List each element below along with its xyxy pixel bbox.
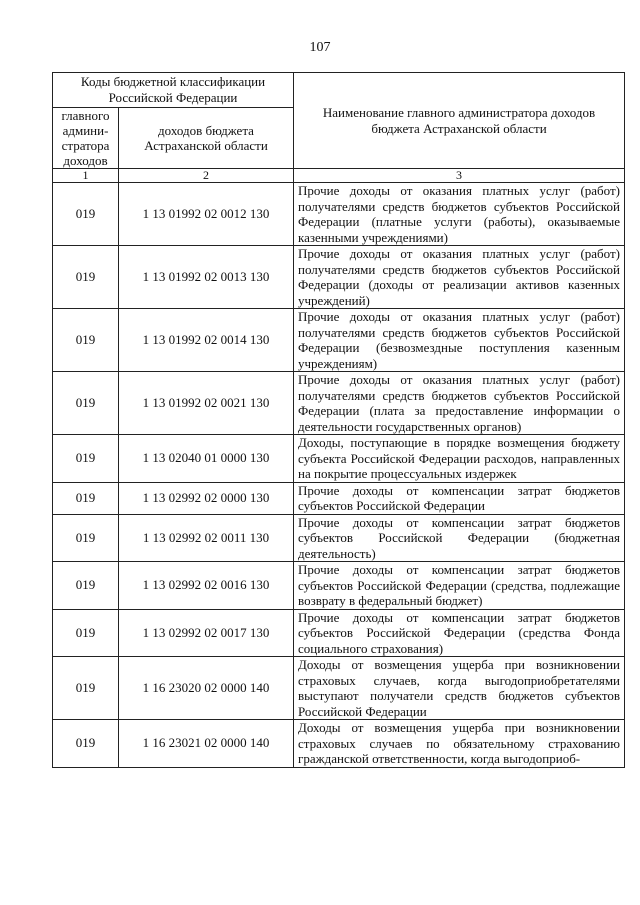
income-name-cell: Прочие доходы от компенсации затрат бюджетов субъектов Российской Федерации (средства, подлежащие возврату в федеральный бюджет) — [294, 562, 625, 610]
income-name-cell: Доходы от возмещения ущерба при возникновении страховых случаев по обязательному страхованию гражданской ответственности, когда выгодоприоб- — [294, 720, 625, 768]
income-name-cell: Прочие доходы от оказания платных услуг (работ) получателями средств бюджетов субъектов Российской Федерации (безвозмездные поступления казенным учреждениям) — [294, 309, 625, 372]
column-number-2: 2 — [119, 169, 294, 183]
income-code-cell: 1 13 01992 02 0012 130 — [119, 183, 294, 246]
table-row — [53, 183, 625, 246]
income-name-cell: Прочие доходы от оказания платных услуг (работ) получателями средств бюджетов субъектов Российской Федерации (плата за предоставление информации о деятельности государственных органов) — [294, 372, 625, 435]
income-code-cell: 1 16 23021 02 0000 140 — [119, 720, 294, 768]
admin-code-cell: 019 — [53, 372, 119, 435]
table-body — [53, 183, 625, 768]
income-name-cell: Прочие доходы от компенсации затрат бюджетов субъектов Российской Федерации (средства Фонда социального страхования) — [294, 609, 625, 657]
column-number-1: 1 — [53, 169, 119, 183]
table-row — [53, 435, 625, 483]
income-code-cell: 1 16 23020 02 0000 140 — [119, 657, 294, 720]
budget-classification-table — [52, 72, 625, 768]
column-number-row — [53, 169, 625, 183]
admin-code-cell: 019 — [53, 720, 119, 768]
table-row — [53, 562, 625, 610]
page-number: 107 — [309, 40, 331, 55]
admin-code-cell: 019 — [53, 246, 119, 309]
table-row — [53, 514, 625, 562]
income-name-cell: Доходы от возмещения ущерба при возникновении страховых случаев, когда выгодоприобретателями выступают получатели средств бюджетов субъектов Российской Федерации — [294, 657, 625, 720]
income-code-cell: 1 13 01992 02 0014 130 — [119, 309, 294, 372]
header-administrator-name: Наименование главного администратора доходов бюджета Астраханской области — [294, 73, 625, 169]
income-code-cell: 1 13 02040 01 0000 130 — [119, 435, 294, 483]
header-regional-budget-income: доходов бюджета Астраханской области — [119, 108, 294, 169]
income-name-cell: Прочие доходы от оказания платных услуг (работ) получателями средств бюджетов субъектов Российской Федерации (доходы от реализации активов казенных учреждений) — [294, 246, 625, 309]
admin-code-cell: 019 — [53, 183, 119, 246]
admin-code-cell: 019 — [53, 514, 119, 562]
income-code-cell: 1 13 01992 02 0021 130 — [119, 372, 294, 435]
table-row — [53, 609, 625, 657]
admin-code-cell: 019 — [53, 657, 119, 720]
income-code-cell: 1 13 02992 02 0000 130 — [119, 482, 294, 514]
admin-code-cell: 019 — [53, 482, 119, 514]
header-main-administrator: главного админи-стратора доходов — [53, 108, 119, 169]
admin-code-cell: 019 — [53, 309, 119, 372]
income-name-cell: Доходы, поступающие в порядке возмещения бюджету субъекта Российской Федерации расходов, направленных на покрытие процессуальных издержек — [294, 435, 625, 483]
income-code-cell: 1 13 02992 02 0011 130 — [119, 514, 294, 562]
income-code-cell: 1 13 01992 02 0013 130 — [119, 246, 294, 309]
income-code-cell: 1 13 02992 02 0017 130 — [119, 609, 294, 657]
income-name-cell: Прочие доходы от компенсации затрат бюджетов субъектов Российской Федерации — [294, 482, 625, 514]
income-code-cell: 1 13 02992 02 0016 130 — [119, 562, 294, 610]
table-row — [53, 657, 625, 720]
admin-code-cell: 019 — [53, 562, 119, 610]
header-row-top — [53, 73, 625, 108]
header-codes-group: Коды бюджетной классификации Российской Федерации — [53, 73, 294, 108]
table-row — [53, 309, 625, 372]
income-name-cell: Прочие доходы от оказания платных услуг (работ) получателями средств бюджетов субъектов Российской Федерации (платные услуги (работы), оказываемые казенными учреждениями) — [294, 183, 625, 246]
table-row — [53, 246, 625, 309]
income-name-cell: Прочие доходы от компенсации затрат бюджетов субъектов Российской Федерации (бюджетная деятельность) — [294, 514, 625, 562]
admin-code-cell: 019 — [53, 435, 119, 483]
table-row — [53, 482, 625, 514]
table-row — [53, 372, 625, 435]
table-row — [53, 720, 625, 768]
admin-code-cell: 019 — [53, 609, 119, 657]
column-number-3: 3 — [294, 169, 625, 183]
